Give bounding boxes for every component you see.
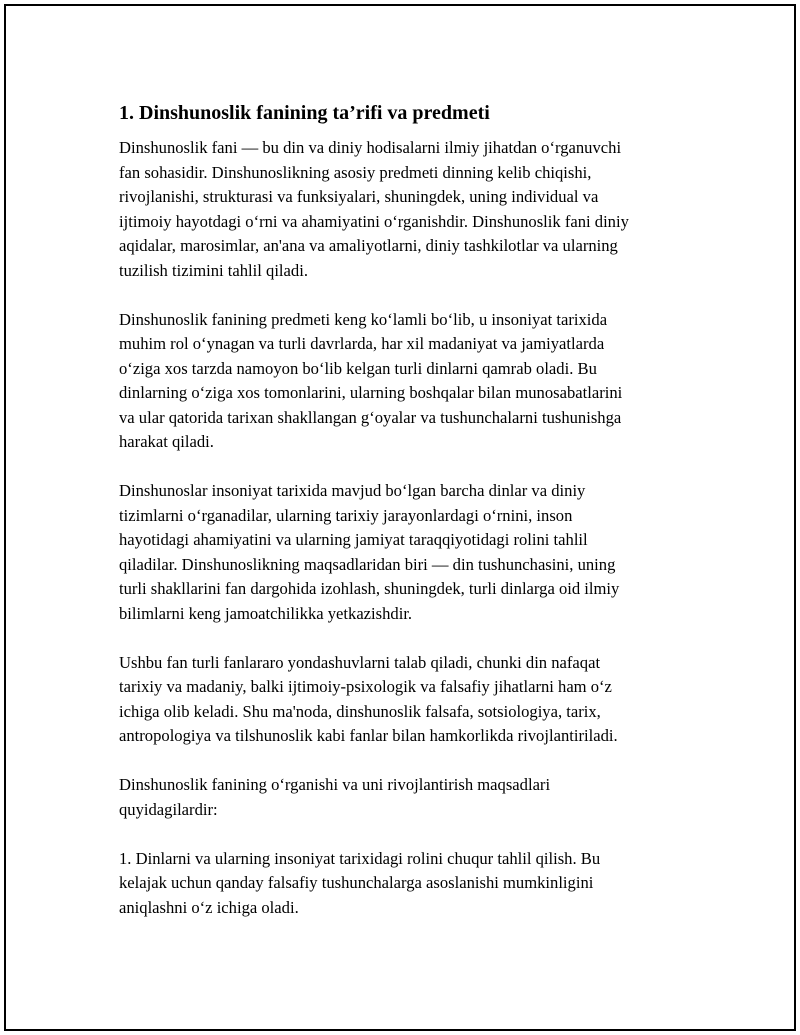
paragraph-subject-scope: Dinshunoslik fanining predmeti keng ko‘lamli bo‘lib, u insoniyat tarixida muhim rol o‘ynagan va turli davrlarda, har xil madaniyat va jamiyatlarda o‘ziga xos tarzda namoyon bo‘lib kelgan turli dinlarni qamrab oladi. Bu dinlarning o‘ziga xos tomonlarini, ularning boshqalar bilan munosabatlarini va ular qatorida tarixan shakllangan g‘oyalar va tushunchalarni tushunishga harakat qiladi.: [119, 309, 623, 451]
paragraph-goal-1: 1. Dinlarni va ularning insoniyat tarixidagi rolini chuqur tahlil qilish. Bu kelajak uchun qanday falsafiy tushunchalarga asoslanishi mumkinligini aniqlashni o‘z ichiga oladi.: [119, 848, 601, 917]
paragraph-interdisciplinary: Ushbu fan turli fanlararo yondashuvlarni talab qiladi, chunki din nafaqat tarixiy va madaniy, balki ijtimoiy-psixologik va falsafiy jihatlarni ham o‘z ichiga olib keladi. Shu ma'noda, dinshunoslik falsafa, sotsiologiya, tarix, antropologiya va tilshunoslik kabi fanlar bilan hamkorlikda rivojlantiriladi.: [119, 652, 618, 745]
paragraph-goals-intro: Dinshunoslik fanining o‘rganishi va uni rivojlantirish maqsadlari quyidagilardir:: [119, 775, 551, 819]
section-heading: 1. Dinshunoslik fanining ta’rifi va predmeti: [119, 102, 490, 124]
paragraph-scholars: Dinshunoslar insoniyat tarixida mavjud bo‘lgan barcha dinlar va diniy tizimlarni o‘rganadilar, ularning tarixiy jarayonlardagi o‘rnini, inson hayotidagi ahamiyatini va ularning jamiyat taraqqiyotidagi rolini tahlil qiladilar. Dinshunoslikning maqsadlaridan biri — din tushunchasini, uning turli shakllarini fan dargohida izohlash, shuningdek, turli dinlarga oid ilmiy bilimlarni keng jamoatchilikka yetkazishdir.: [119, 481, 620, 623]
document-body: [119, 100, 699, 945]
paragraph-definition: Dinshunoslik fani — bu din va diniy hodisalarni ilmiy jihatdan o‘rganuvchi fan sohasidir. Dinshunoslikning asosiy predmeti dinning kelib chiqishi, rivojlanishi, strukturasi va funksiyalari, shuningdek, uning individual va ijtimoiy hayotdagi o‘rni va ahamiyatini o‘rganishdir. Dinshunoslik fani diniy aqidalar, marosimlar, an'ana va amaliyotlarni, diniy tashkilotlar va ularning tuzilish tizimini tahlil qiladi.: [119, 138, 629, 280]
page-frame: [4, 4, 796, 1031]
